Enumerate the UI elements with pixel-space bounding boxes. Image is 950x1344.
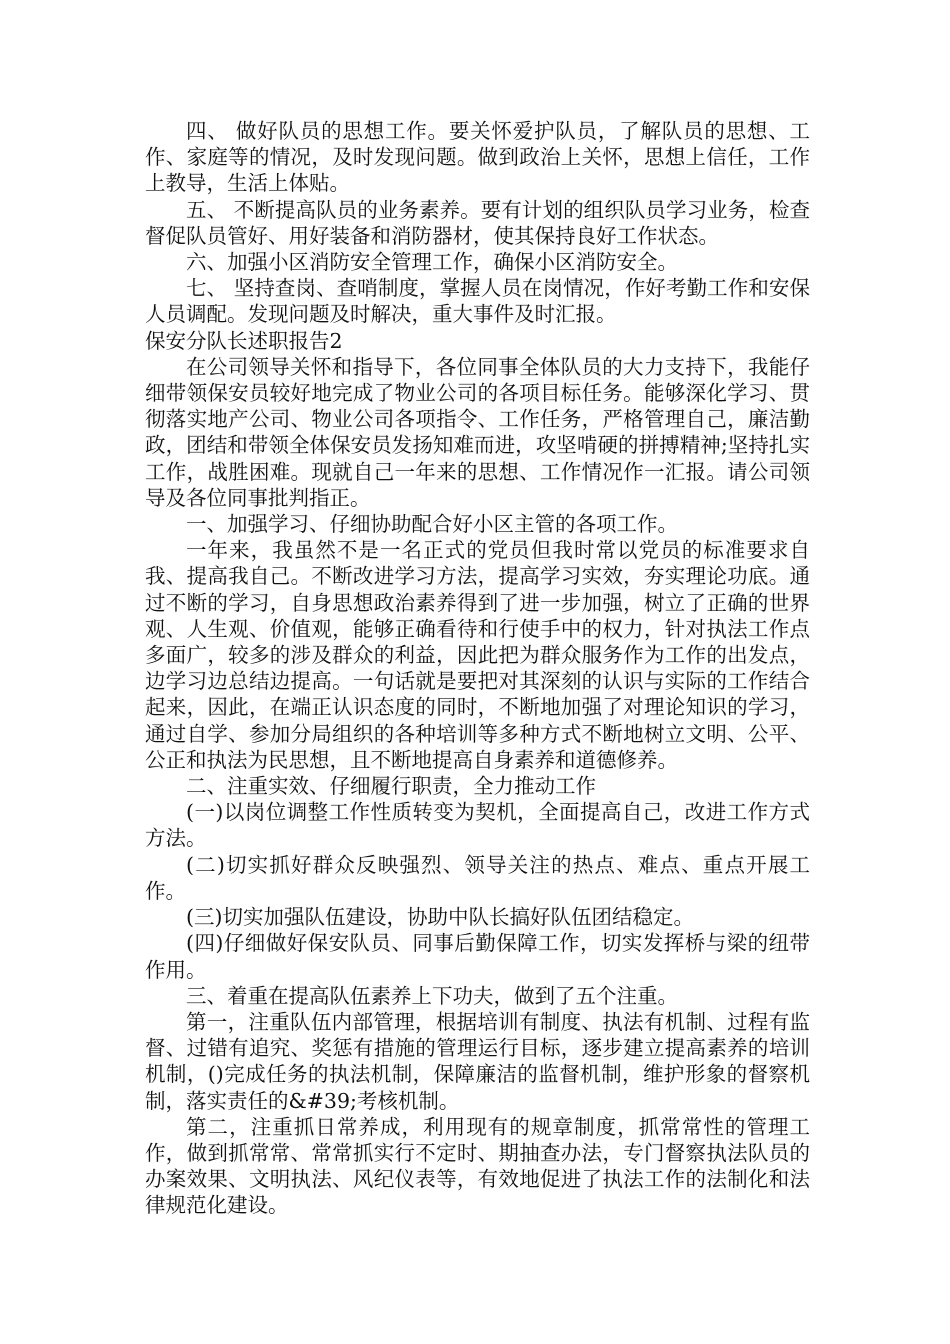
paragraph-item-4: 四、 做好队员的思想工作。要关怀爱护队员，了解队员的思想、工作、家庭等的情况，及时发现问题。做到政治上关怀，思想上信任，工作上教导，生活上体贴。 xyxy=(145,119,810,196)
sub-item-three: (三)切实加强队伍建设，协助中队长搞好队伍团结稳定。 xyxy=(186,905,694,930)
paragraph-item-6: 六、加强小区消防安全管理工作，确保小区消防安全。 xyxy=(186,250,678,275)
sub-item-two: (二)切实抓好群众反映强烈、领导关注的热点、难点、重点开展工作。 xyxy=(145,852,810,903)
body-paragraph-first: 第一，注重队伍内部管理，根据培训有制度、执法有机制、过程有监督、过错有追究、奖惩有措施的管理运行目标，逐步建立提高素养的培训机制，()完成任务的执法机制，保障廉洁的监督机制，维护形象的督察机制，落实责任的&#39;考核机制。 xyxy=(145,1009,810,1113)
sub-item-one: (一)以岗位调整工作性质转变为契机，全面提高自己，改进工作方式方法。 xyxy=(145,800,810,851)
paragraph-item-7: 七、 坚持查岗、查哨制度，掌握人员在岗情况，作好考勤工作和安保人员调配。发现问题及时解决，重大事件及时汇报。 xyxy=(145,276,810,327)
paragraph-item-5: 五、 不断提高队员的业务素养。要有计划的组织队员学习业务，检查督促队员管好、用好装备和消防器材，使其保持良好工作状态。 xyxy=(145,197,810,248)
sub-item-four: (四)仔细做好保安队员、同事后勤保障工作，切实发挥桥与梁的纽带作用。 xyxy=(145,931,810,982)
section-heading-two: 二、注重实效、仔细履行职责，全力推动工作 xyxy=(186,774,596,799)
section-title: 保安分队长述职报告2 xyxy=(145,328,343,353)
section-heading-one: 一、加强学习、仔细协助配合好小区主管的各项工作。 xyxy=(186,512,678,537)
body-paragraph-second: 第二，注重抓日常养成，利用现有的规章制度，抓常常性的管理工作，做到抓常常、常常抓实行不定时、期抽查办法，专门督察执法队员的办案效果、文明执法、风纪仪表等，有效地促进了执法工作的法制化和法律规范化建设。 xyxy=(145,1114,810,1218)
intro-paragraph: 在公司领导关怀和指导下，各位同事全体队员的大力支持下，我能仔细带领保安员较好地完成了物业公司的各项目标任务。能够深化学习、贯彻落实地产公司、物业公司各项指令、工作任务，严格管理自己，廉洁勤政，团结和带领全体保安员发扬知难而进，攻坚啃硬的拼搏精神;坚持扎实工作，战胜困难。现就自己一年来的思想、工作情况作一汇报。请公司领导及各位同事批判指正。 xyxy=(145,354,810,510)
body-paragraph: 一年来，我虽然不是一名正式的党员但我时常以党员的标准要求自我、提高我自己。不断改进学习方法，提高学习实效，夯实理论功底。通过不断的学习，自身思想政治素养得到了进一步加强，树立了正确的世界观、人生观、价值观，能够正确看待和行使手中的权力，针对执法工作点多面广，较多的涉及群众的利益，因此把为群众服务作为工作的出发点，边学习边总结边提高。一句话就是要把对其深刻的认识与实际的工作结合起来，因此，在端正认识态度的同时，不断地加强了对理论知识的学习，通过自学、参加分局组织的各种培训等多种方式不断地树立文明、公平、公正和执法为民思想，且不断地提高自身素养和道德修养。 xyxy=(145,538,810,772)
section-heading-three: 三、着重在提高队伍素养上下功夫，做到了五个注重。 xyxy=(186,983,678,1008)
